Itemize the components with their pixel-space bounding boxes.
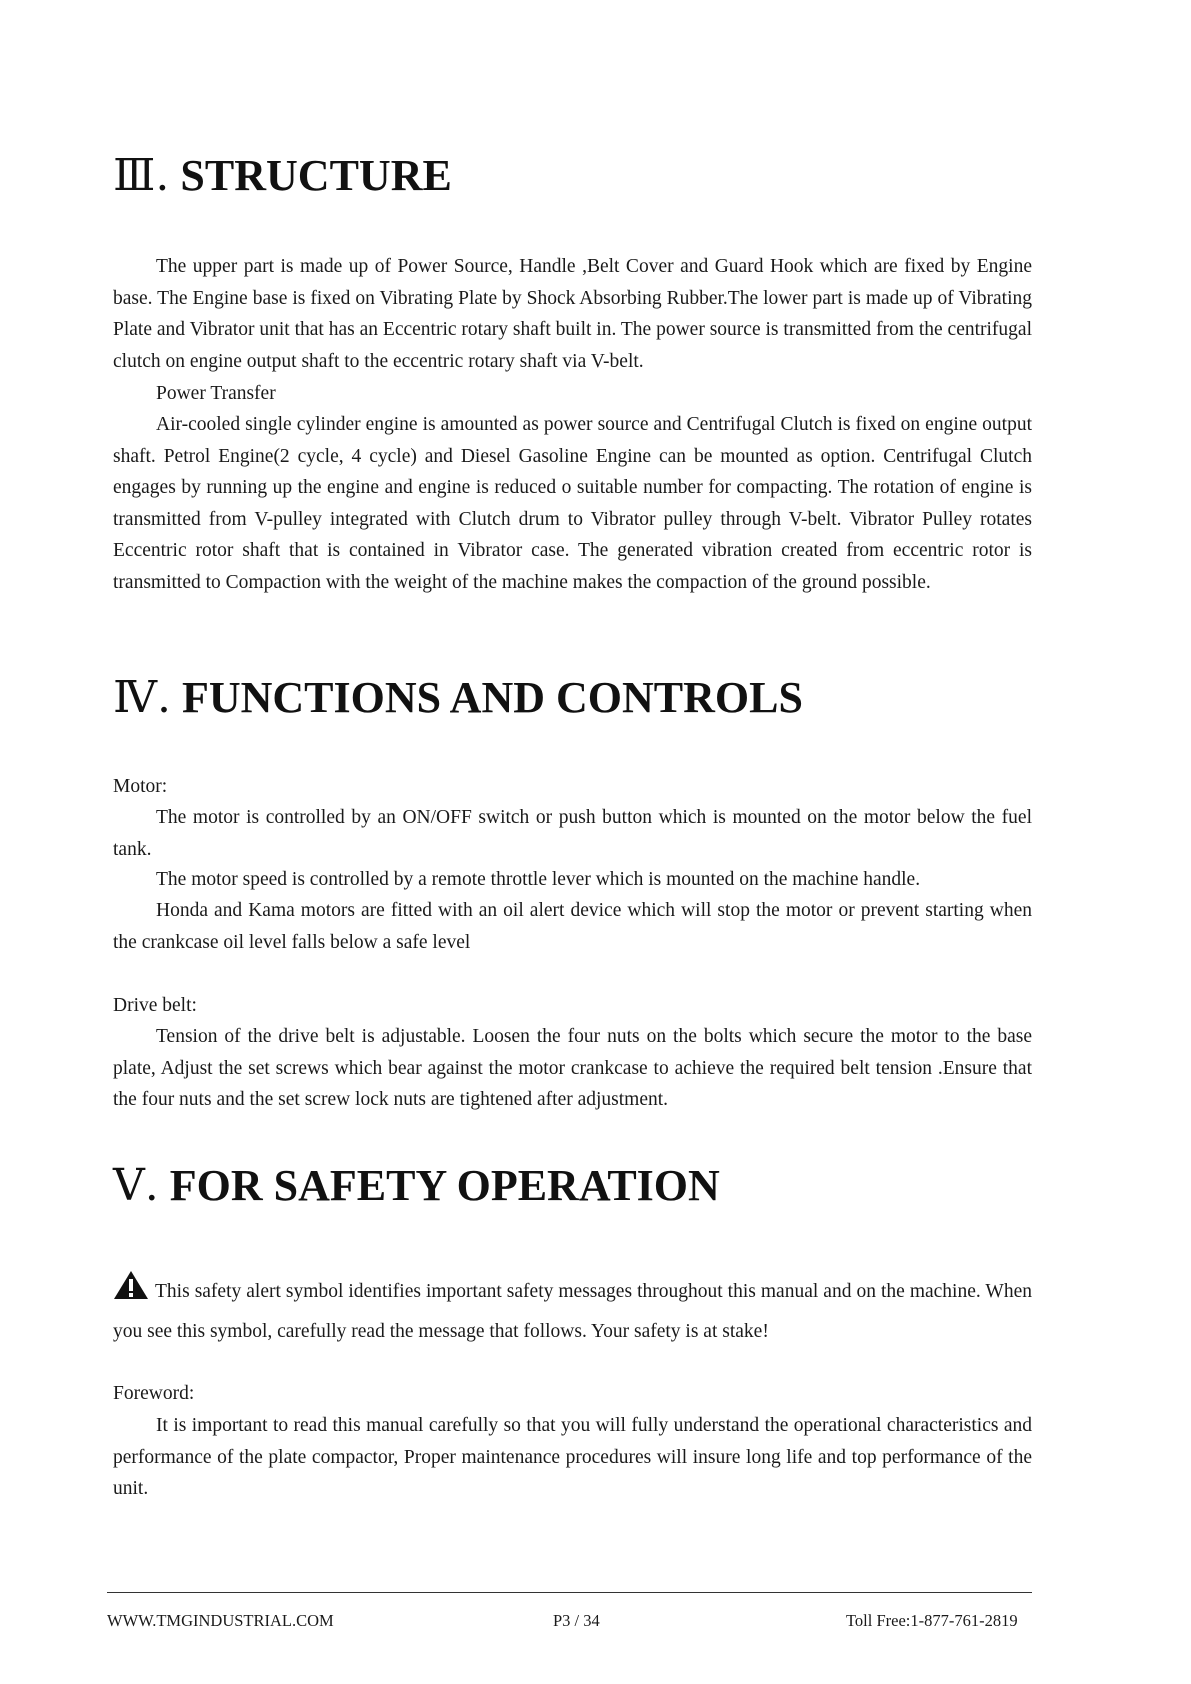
section-heading-structure (113, 150, 452, 202)
drive-belt-paragraph: Tension of the drive belt is adjustable. Loosen the four nuts on the bolts which secure the motor to the base plate, Adjust the set screws which bear against the motor crankcase to achieve the required belt tension .Ensure that the four nuts and the set screw lock nuts are tightened after adjustment. (113, 1026, 1032, 1111)
section-numeral: Ⅲ. (113, 150, 170, 201)
footer-page-number: P3 / 34 (553, 1611, 600, 1630)
power-transfer-label: Power Transfer (156, 383, 276, 404)
warning-triangle-icon (113, 1270, 149, 1300)
motor-paragraph-throttle: The motor speed is controlled by a remote throttle lever which is mounted on the machine handle. (156, 869, 921, 890)
section-numeral: Ⅳ. (113, 672, 171, 723)
motor-label: Motor: (113, 776, 168, 797)
safety-alert-text: This safety alert symbol identifies important safety messages throughout this manual and on the machine. When you see this symbol, carefully read the message that follows. Your safety is at stake! (113, 1281, 1032, 1342)
section-heading-safety (113, 1160, 720, 1212)
structure-paragraph: The upper part is made up of Power Source, Handle ,Belt Cover and Guard Hook which are fixed by Engine base. The Engine base is fixed on Vibrating Plate by Shock Absorbing Rubber.The lower part is made up of Vibrating Plate and Vibrator unit that has an Eccentric rotary shaft built in. The power source is transmitted from the centrifugal clutch on engine output shaft to the eccentric rotary shaft via V-belt. (113, 256, 1032, 372)
foreword-label: Foreword: (113, 1383, 195, 1404)
section-title: FUNCTIONS AND CONTROLS (181, 673, 803, 722)
motor-paragraph-switch: The motor is controlled by an ON/OFF switch or push button which is mounted on the motor below the fuel tank. (113, 807, 1032, 860)
foreword-paragraph: It is important to read this manual carefully so that you will fully understand the operational characteristics and performance of the plate compactor, Proper maintenance procedures will insure long life and top performance of the unit. (113, 1415, 1032, 1500)
footer-phone: Toll Free:1-877-761-2819 (846, 1611, 1018, 1630)
section-heading-functions (113, 672, 803, 724)
section-title: STRUCTURE (180, 151, 452, 200)
section-title: FOR SAFETY OPERATION (169, 1161, 720, 1210)
drive-belt-label: Drive belt: (113, 995, 197, 1016)
power-transfer-paragraph: Air-cooled single cylinder engine is amounted as power source and Centrifugal Clutch is fixed on engine output shaft. Petrol Engine(2 cycle, 4 cycle) and Diesel Gasoline Engine can be mounted as option. Centrifugal Clutch engages by running up the engine and engine is reduced o suitable number for compacting. The rotation of engine is transmitted from V-pulley integrated with Clutch drum to Vibrator pulley through V-belt. Vibrator Pulley rotates Eccentric rotor shaft that is contained in Vibrator case. The generated vibration created from eccentric rotor is transmitted to Compaction with the weight of the machine makes the compaction of the ground possible. (113, 414, 1032, 593)
motor-paragraph-oil-alert: Honda and Kama motors are fitted with an oil alert device which will stop the motor or prevent starting when the crankcase oil level falls below a safe level (113, 900, 1032, 953)
section-numeral: Ⅴ. (113, 1160, 159, 1211)
footer-divider (107, 1592, 1032, 1593)
safety-alert-paragraph (113, 1270, 1032, 1352)
footer-website: WWW.TMGINDUSTRIAL.COM (107, 1611, 334, 1630)
